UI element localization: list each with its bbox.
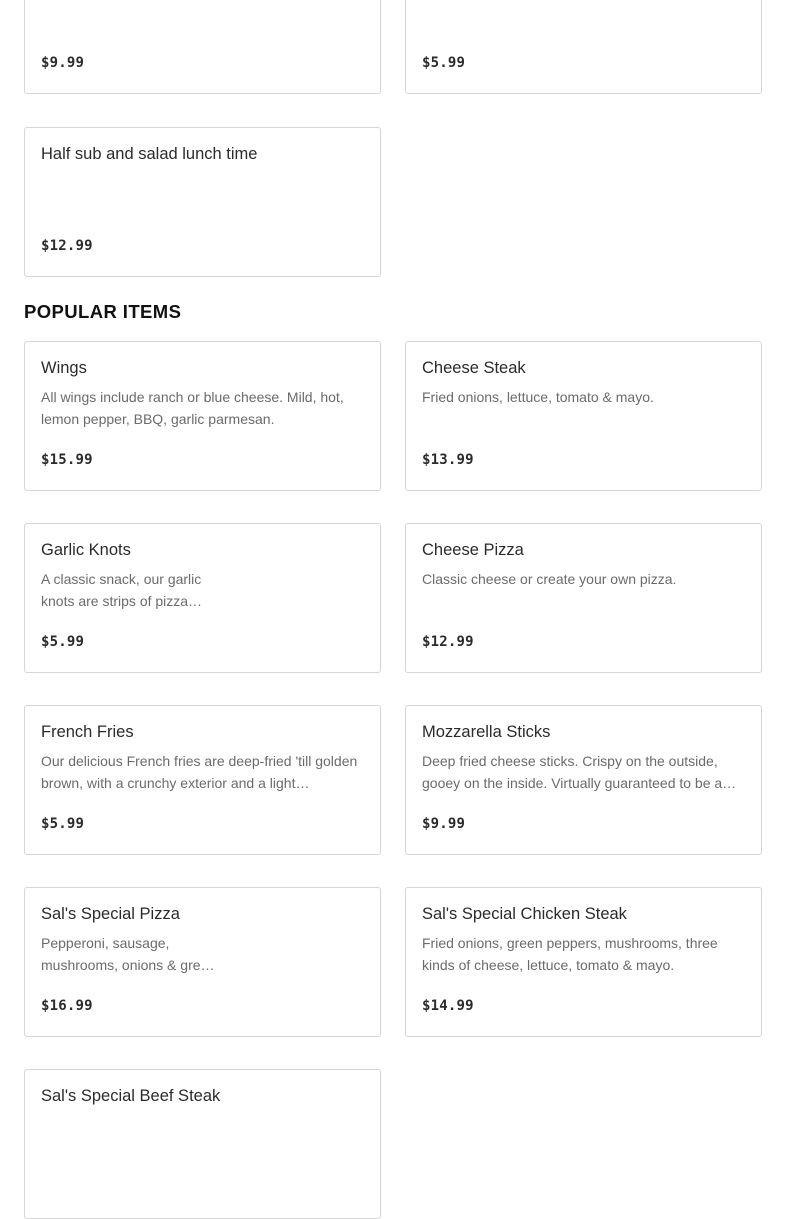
menu-item-name: Half sub and salad lunch time xyxy=(41,145,258,163)
menu-item-name: Garlic Knots xyxy=(41,541,131,559)
menu-item-name: Cheese Steak xyxy=(422,359,526,377)
menu-item-description: Pepperoni, sausage, mushrooms, onions & gre… xyxy=(41,935,215,973)
menu-item-name: Sal's Special Beef Steak xyxy=(41,1087,221,1105)
menu-item-description: Classic cheese or create your own pizza. xyxy=(422,571,677,587)
menu-item-price: $5.99 xyxy=(41,634,85,650)
menu-item-card[interactable] xyxy=(24,127,381,277)
menu-item-card[interactable] xyxy=(405,705,762,855)
menu-item-price: $12.99 xyxy=(422,634,474,650)
menu-item-card[interactable] xyxy=(24,523,381,673)
menu-item-price: $13.99 xyxy=(422,452,474,468)
menu-item-price: $12.99 xyxy=(41,238,93,254)
menu-item-description: Fried onions, green peppers, mushrooms, three kinds of cheese, lettuce, tomato & mayo. xyxy=(422,935,718,973)
menu-item-card[interactable] xyxy=(24,705,381,855)
menu-item-price: $5.99 xyxy=(422,55,466,71)
menu-item-name: Sal's Special Chicken Steak xyxy=(422,905,627,923)
menu-item-card[interactable] xyxy=(405,341,762,491)
menu-item-price: $15.99 xyxy=(41,452,93,468)
menu-item-price: $9.99 xyxy=(41,55,85,71)
menu-item-price: $5.99 xyxy=(41,816,85,832)
menu-item-description: A classic snack, our garlic knots are strips of pizza… xyxy=(41,571,203,609)
menu-item-price: $16.99 xyxy=(41,998,93,1014)
menu-item-card[interactable] xyxy=(405,887,762,1037)
menu-item-description: Deep fried cheese sticks. Crispy on the outside, gooey on the inside. Virtually guaranteed to be a… xyxy=(422,753,737,791)
menu-item-card[interactable] xyxy=(24,1069,381,1219)
menu-item-name: Mozzarella Sticks xyxy=(422,723,551,741)
menu-item-card[interactable] xyxy=(405,523,762,673)
menu-item-name: Wings xyxy=(41,359,87,377)
menu-item-price: $14.99 xyxy=(422,998,474,1014)
menu-item-name: French Fries xyxy=(41,723,134,741)
menu-item-card[interactable] xyxy=(24,341,381,491)
menu-item-card[interactable] xyxy=(24,0,381,94)
popular-items-heading: POPULAR ITEMS xyxy=(24,301,182,322)
menu-item-description: Our delicious French fries are deep-fried 'till golden brown, with a crunchy exterior and a light… xyxy=(41,753,358,791)
menu-item-name: Cheese Pizza xyxy=(422,541,524,559)
menu-item-description: Fried onions, lettuce, tomato & mayo. xyxy=(422,389,654,405)
menu-item-description: All wings include ranch or blue cheese. Mild, hot, lemon pepper, BBQ, garlic parmesan. xyxy=(41,389,344,427)
menu-item-name: Sal's Special Pizza xyxy=(41,905,180,923)
menu-item-card[interactable] xyxy=(24,887,381,1037)
menu-item-card[interactable] xyxy=(405,0,762,94)
menu-item-price: $9.99 xyxy=(422,816,466,832)
